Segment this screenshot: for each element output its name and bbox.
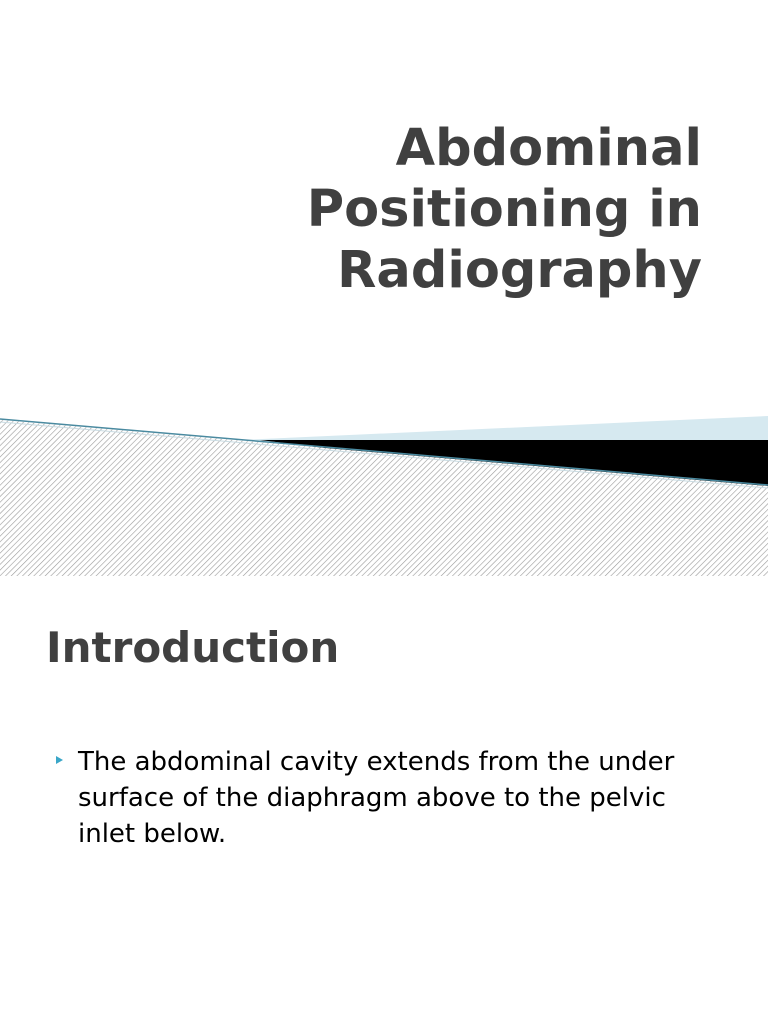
title-line: Positioning in [306,180,702,239]
swoosh-light-wedge [240,416,768,444]
title-line: Abdominal [395,119,702,178]
bullet-list [54,744,714,852]
slide-heading: Introduction [46,623,340,672]
slide-title [142,118,702,301]
triangle-bullet-icon [56,756,63,764]
content-slide [0,576,768,1024]
decorative-swoosh-band [0,400,768,576]
bullet-item [54,744,714,852]
bullet-text: The abdominal cavity extends from the under surface of the diaphragm above to the pelvic inlet below. [78,747,675,849]
title-line: Radiography [337,241,702,300]
